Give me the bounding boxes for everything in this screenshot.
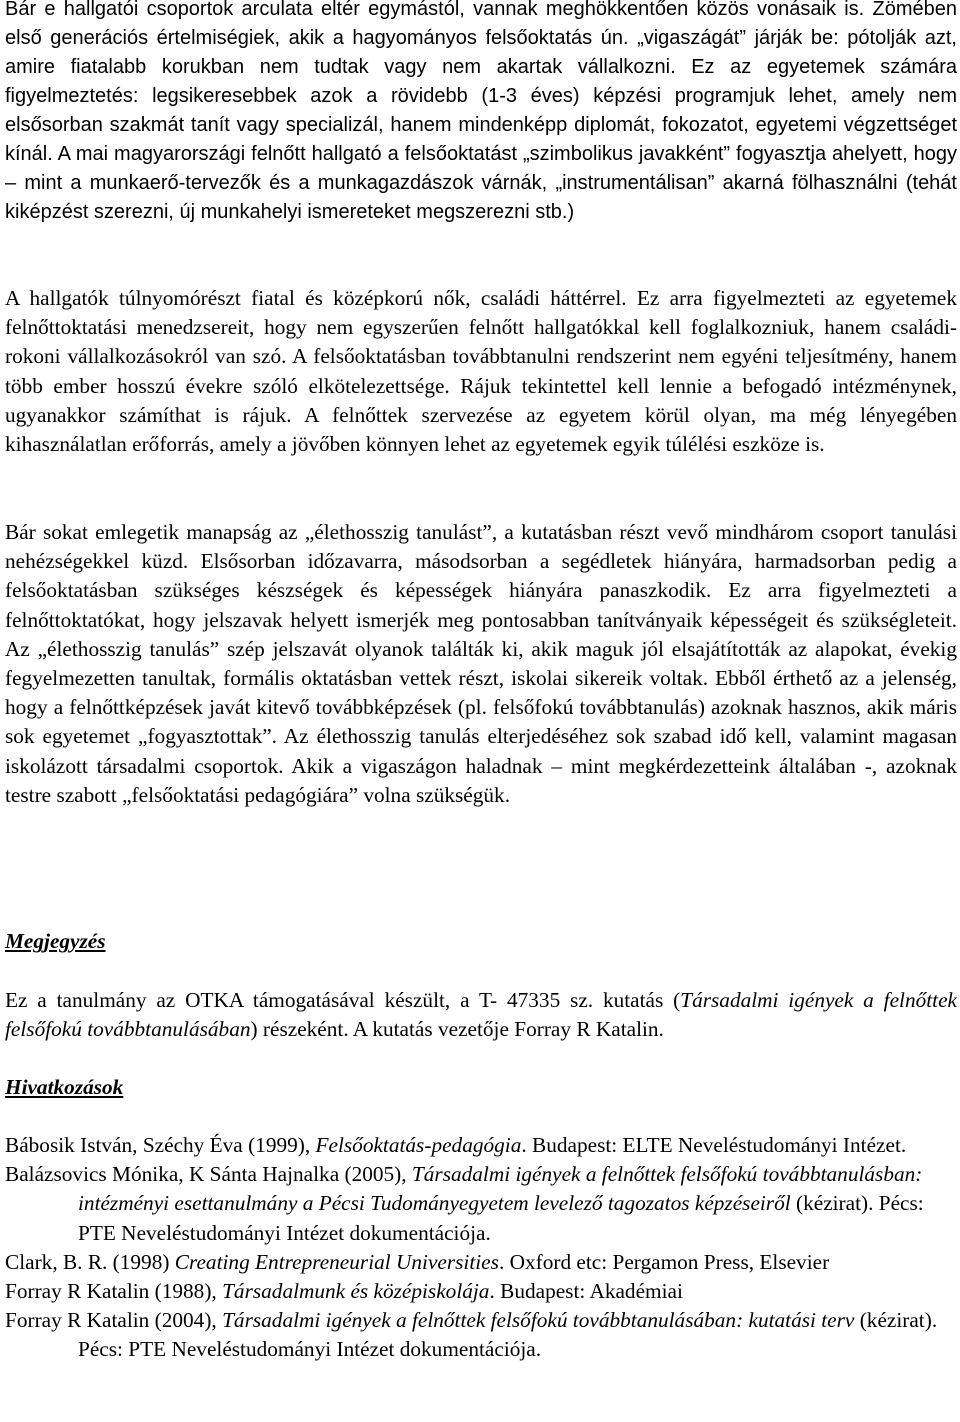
reference-title: Társadalmi igények a felnőttek felsőfokú továbbtanulásban: intézményi esettanulmány a Pécsi Tudományegyetem levelező tagozatos képzéseiről — [78, 1162, 923, 1216]
reference-title: Társadalmunk és középiskolája — [222, 1279, 490, 1304]
note-paragraph — [5, 986, 957, 1044]
reference-item — [5, 1160, 957, 1248]
note-text-after: ) részeként. A kutatás vezetője Forray R Katalin. — [250, 1017, 664, 1042]
paragraph-first-generation-students: Bár e hallgatói csoportok arculata eltér egymástól, vannak meghökkentően közös vonásaik is. Zömében első generációs értelmiségiek, akik a hagyományos felsőoktatás ún. „vigaszágát” járják be: pótolják azt, amire fiatalabb korukban nem tudtak vagy nem akartak vállalkozni. Ez az egyetemek számára figyelmeztetés: legsikeresebbek azok a rövidebb (1-3 éves) képzési programjuk lehet, amely nem elsősorban szakmát tanít vagy specializál, hanem mindenképp diplomát, fokozatot, egyetemi végzettséget kínál. A mai magyarországi felnőtt hallgató a felsőoktatást „szimbolikus javakként” fogyasztja ahelyett, hogy – mint a munkaerő-tervezők és a munkagazdászok várnák, „instrumentálisan” akarná fölhasználni (tehát kiképzést szerezni, új munkahelyi ismereteket megszerezni stb.) — [5, 0, 957, 223]
reference-item — [5, 1248, 957, 1277]
reference-authors: Forray R Katalin (1988), — [5, 1279, 223, 1304]
reference-authors: Clark, B. R. (1998) — [5, 1249, 175, 1274]
heading-note: Megjegyzés — [5, 929, 106, 953]
reference-item — [5, 1131, 957, 1160]
reference-publisher: . Budapest: ELTE Neveléstudományi Intézet. — [521, 1133, 907, 1157]
reference-publisher: . Budapest: Akadémiai — [489, 1279, 683, 1304]
heading-references: Hivatkozások — [5, 1075, 124, 1099]
paragraph-student-demographics: A hallgatók túlnyomórészt fiatal és középkorú nők, családi háttérrel. Ez arra figyelmezteti az egyetemek felnőttoktatási menedzsereit, hogy nem egyszerűen felnőtt hallgatókkal kell foglalkozniuk, hanem családi-rokoni vállalkozásokról van szó. A felsőoktatásban továbbtanulni rendszerint nem egyéni teljesítmény, hanem több ember hosszú évekre szóló elkötelezettsége. Rájuk tekintettel kell lennie a befogadó intézménynek, ugyanakkor számíthat is rájuk. A felnőttek szervezése az egyetem körül olyan, ma még lényegében kihasználatlan erőforrás, amely a jövőben könnyen lehet az egyetemek egyik túlélési eszköze is. — [5, 286, 957, 457]
reference-publisher: . Oxford etc: Pergamon Press, Elsevier — [498, 1249, 830, 1274]
reference-item — [5, 1306, 957, 1364]
reference-title: Creating Entrepreneurial Universities — [174, 1249, 499, 1274]
reference-authors: Balázsovics Mónika, K Sánta Hajnalka (2005), — [5, 1162, 412, 1187]
reference-list — [5, 1131, 957, 1365]
reference-title: Társadalmi igények a felnőttek felsőfokú továbbtanulásában: kutatási terv — [222, 1308, 855, 1333]
reference-publisher: (kézirat). Pécs: PTE Neveléstudományi Intézet dokumentációja. — [78, 1308, 938, 1362]
note-text-before: Ez a tanulmány az OTKA támogatásával készült, a T- 47335 sz. kutatás ( — [5, 988, 681, 1012]
reference-publisher: (kézirat). Pécs: PTE Neveléstudományi Intézet dokumentációja. — [78, 1191, 924, 1245]
reference-authors: Forray R Katalin (2004), — [5, 1308, 223, 1333]
reference-title: Felsőoktatás-pedagógia — [315, 1133, 522, 1157]
paragraph-lifelong-learning: Bár sokat emlegetik manapság az „élethosszig tanulást”, a kutatásban részt vevő mindhárom csoport tanulási nehézségekkel küzd. Elsősorban időzavarra, másodsorban a segédletek hiányára, harmadsorban pedig a felsőoktatásban szükséges készségek és képességek hiányára panaszkodik. Ez arra figyelmezteti a felnőttoktatókat, hogy jelszavak helyett ismerjék meg pontosabban tanítványaik képességeit és szükségleteit. Az „élethosszig tanulás” szép jelszavát olyanok találták ki, akik maguk jól elsajátították az alapokat, évekig fegyelmezetten tanultak, formális oktatásban vettek részt, iskolai sikereik voltak. Ebből érthető az a jelenség, hogy a felnőttképzések javát kitevő továbbképzések (pl. felsőfokú továbbtanulás) azoknak hasznos, akik máris sok egyetemet „fogyasztottak”. Az élethosszig tanulás elterjedéséhez sok szabad idő kell, valamint magasan iskolázott társadalmi csoportok. Akik a vigaszágon haladnak – mint megkérdezetteink általában -, azoknak testre szabott „felsőoktatási pedagógiára” volna szükségük. — [5, 520, 957, 807]
reference-authors: Bábosik István, Széchy Éva (1999), — [5, 1133, 316, 1157]
reference-item — [5, 1277, 957, 1306]
note-research-title: Társadalmi igények a felnőttek felsőfokú továbbtanulásában — [5, 988, 957, 1042]
